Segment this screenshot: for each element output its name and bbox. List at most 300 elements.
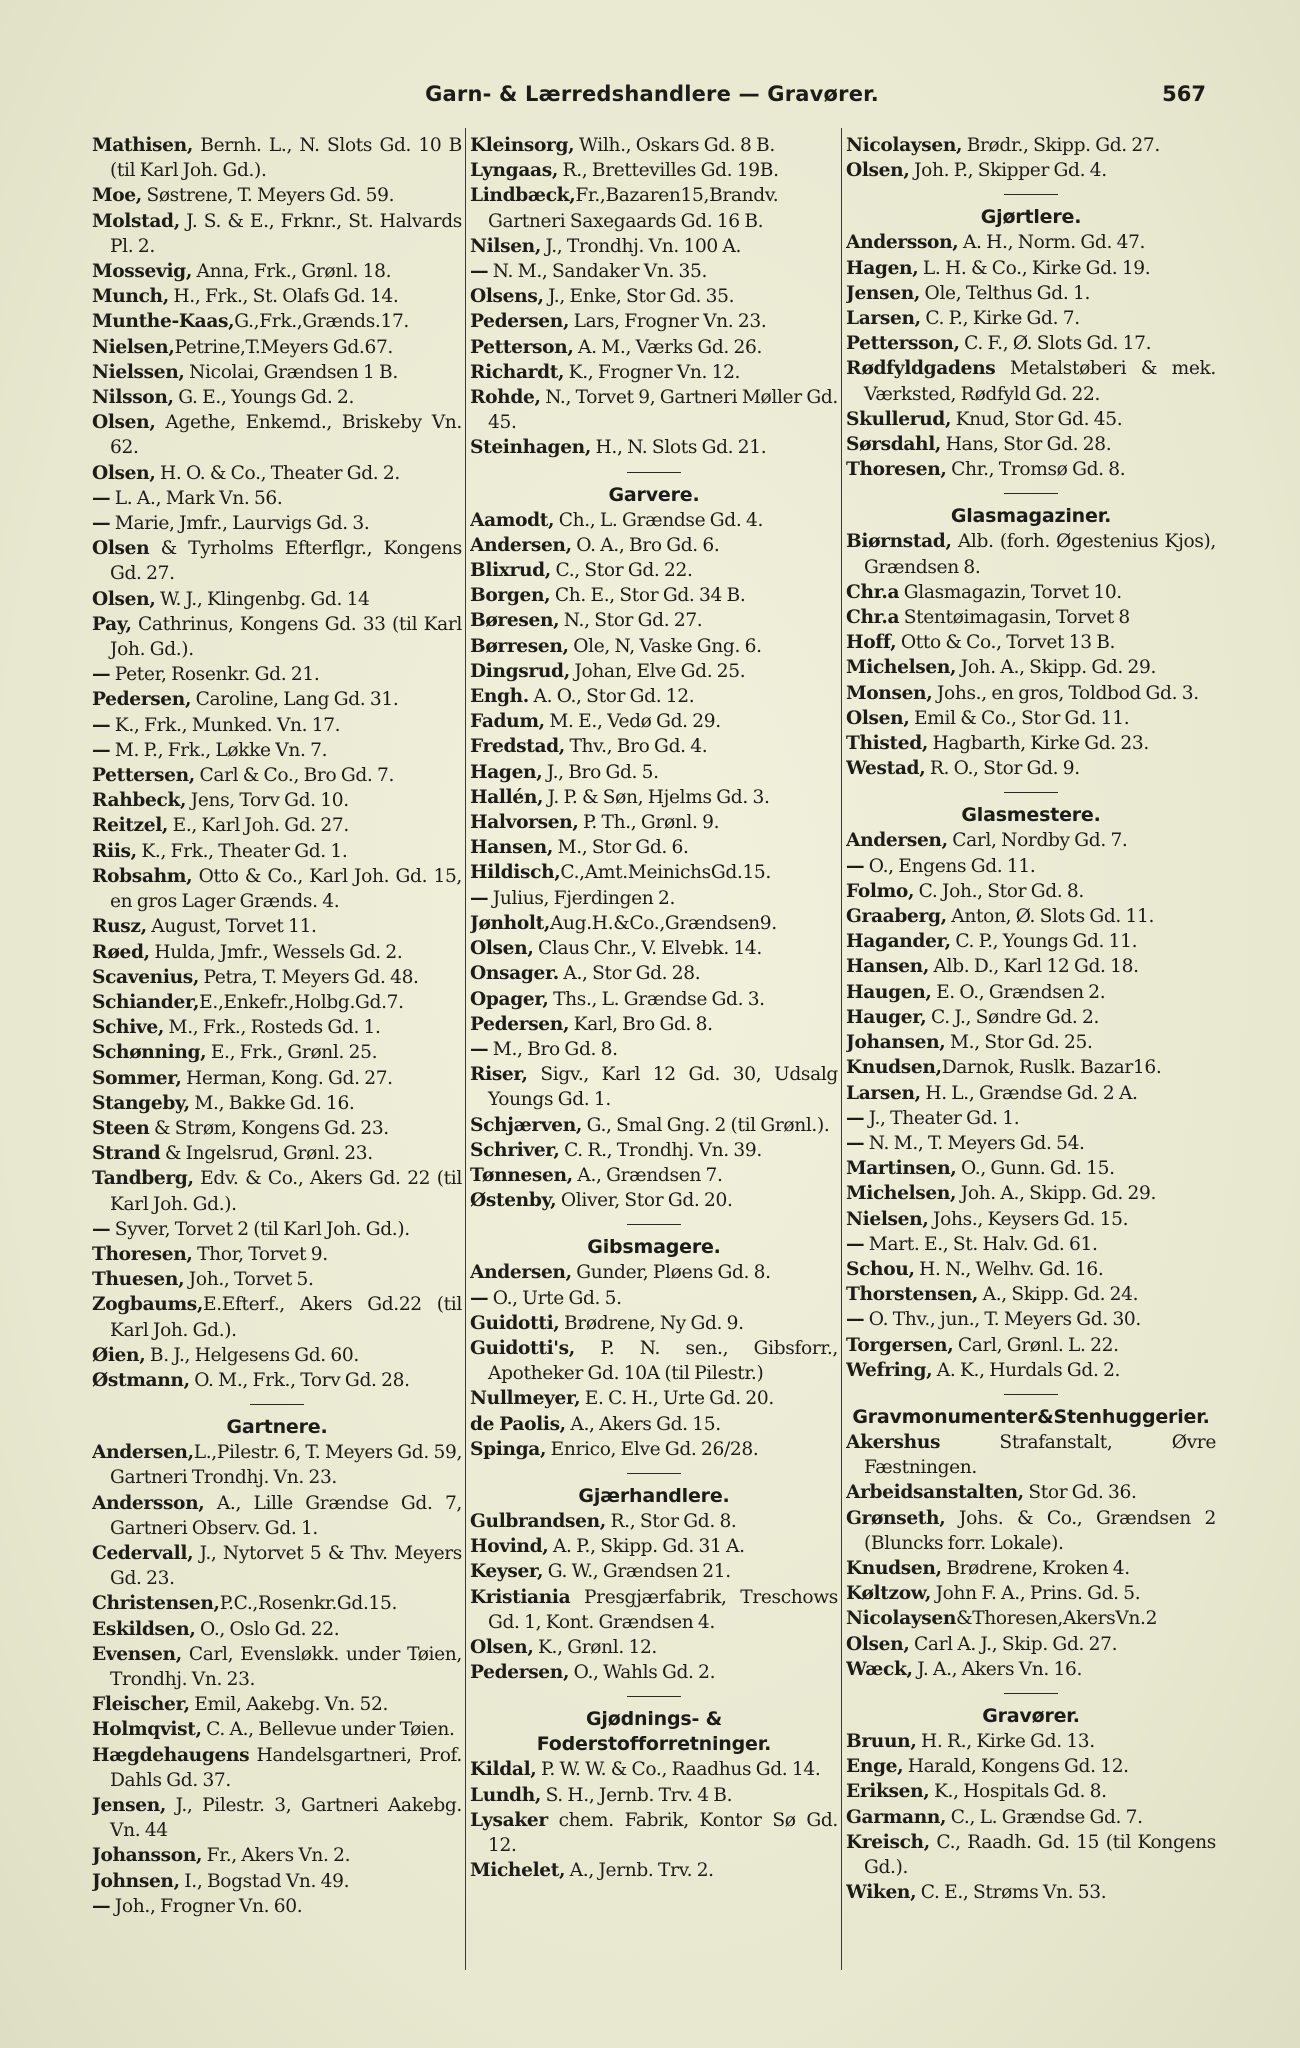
entry-details: R. O., Stor Gd. 9. bbox=[925, 758, 1080, 780]
directory-entry bbox=[470, 1062, 838, 1112]
entry-details: Carl, Nordby Gd. 7. bbox=[947, 830, 1128, 852]
directory-entry bbox=[92, 687, 462, 712]
entry-name: Hauger, bbox=[846, 1006, 927, 1028]
entry-details: C. R., Trondhj. Vn. 39. bbox=[559, 1139, 762, 1161]
directory-entry bbox=[92, 461, 462, 486]
directory-entry bbox=[470, 936, 838, 961]
entry-details: Syver, Torvet 2 (til Karl Joh. Gd.). bbox=[110, 1218, 410, 1240]
directory-entry bbox=[846, 980, 1216, 1005]
directory-entry bbox=[92, 1343, 462, 1368]
page-number: 567 bbox=[1162, 82, 1206, 106]
entry-details: A. M., Værks Gd. 26. bbox=[573, 336, 763, 358]
column-3 bbox=[846, 133, 1216, 2013]
entry-name: Hagen, bbox=[846, 257, 919, 279]
directory-entry bbox=[470, 1286, 838, 1311]
directory-entry bbox=[470, 1012, 838, 1037]
entry-name: Pedersen, bbox=[92, 689, 192, 711]
entry-details: Oliver, Stor Gd. 20. bbox=[556, 1190, 733, 1212]
entry-name: Biørnstad, bbox=[846, 531, 952, 553]
entry-name: Larsen, bbox=[846, 308, 921, 330]
directory-entry bbox=[92, 1116, 462, 1141]
directory-entry bbox=[846, 1030, 1216, 1055]
directory-entry bbox=[92, 1869, 462, 1894]
entry-name: Lyngaas, bbox=[470, 160, 558, 182]
directory-entry bbox=[846, 1729, 1216, 1754]
directory-entry bbox=[846, 133, 1216, 158]
directory-entry bbox=[92, 1793, 462, 1843]
entry-details: Ch. E., Stor Gd. 34 B. bbox=[550, 585, 746, 607]
entry-details: Alb. (forh. Øgestenius Kjos), Grændsen 8. bbox=[864, 531, 1216, 578]
directory-entry bbox=[92, 1242, 462, 1267]
directory-entry bbox=[846, 1181, 1216, 1206]
directory-entry bbox=[92, 1541, 462, 1591]
directory-entry bbox=[846, 1805, 1216, 1830]
entry-details: Johs. & Co., Grændsen 2 (Bluncks forr. Lokale). bbox=[864, 1507, 1216, 1554]
entry-name: Olsen, bbox=[92, 462, 156, 484]
entry-details: A. H., Norm. Gd. 47. bbox=[958, 232, 1146, 254]
directory-entry bbox=[846, 1307, 1216, 1332]
entry-details: Nicolai, Grændsen 1 B. bbox=[184, 361, 398, 383]
directory-entry bbox=[470, 284, 838, 309]
entry-name: Garmann, bbox=[846, 1806, 947, 1828]
entry-details: Stor Gd. 36. bbox=[1023, 1482, 1137, 1504]
entry-name: Dingsrud, bbox=[470, 660, 570, 682]
section-heading: Glasmestere. bbox=[961, 804, 1101, 827]
directory-entry bbox=[846, 256, 1216, 281]
entry-details: O., Oslo Gd. 22. bbox=[195, 1618, 340, 1640]
entry-details: M., Stor Gd. 25. bbox=[945, 1032, 1093, 1054]
entry-name: Olsen bbox=[92, 538, 150, 560]
directory-entry bbox=[846, 1333, 1216, 1358]
entry-details: Anton, Ø. Slots Gd. 11. bbox=[946, 906, 1155, 928]
entry-details: Aug.H.&Co.,Grændsen9. bbox=[549, 912, 777, 934]
entry-details: A., Stor Gd. 28. bbox=[558, 963, 701, 985]
entry-details: K., Hospitals Gd. 8. bbox=[929, 1781, 1107, 1803]
entry-name: — bbox=[470, 261, 489, 283]
directory-entry bbox=[92, 1894, 462, 1919]
directory-entry bbox=[470, 1757, 838, 1782]
directory-entry bbox=[846, 828, 1216, 853]
entry-name: Munch, bbox=[92, 286, 169, 308]
entry-name: Holmqvist, bbox=[92, 1719, 202, 1741]
entry-name: Wiken, bbox=[846, 1882, 917, 1904]
directory-entry bbox=[92, 713, 462, 738]
directory-entry bbox=[470, 533, 838, 558]
entry-name: Michelet, bbox=[470, 1860, 566, 1882]
directory-entry bbox=[92, 788, 462, 813]
entry-details: M., Stor Gd. 6. bbox=[552, 837, 689, 859]
entry-details: J. A., Akers Vn. 16. bbox=[912, 1658, 1083, 1680]
entry-name: Kreisch, bbox=[846, 1831, 930, 1853]
entry-details: E.Efterf., Akers Gd.22 (til Karl Joh. Gd.). bbox=[110, 1294, 462, 1341]
entry-name: Rødfyldgadens bbox=[846, 358, 996, 380]
entry-details: August, Torvet 11. bbox=[146, 916, 317, 938]
entry-name: Hovind, bbox=[470, 1536, 549, 1558]
directory-entry bbox=[92, 1040, 462, 1065]
entry-details: Brødr., Skipp. Gd. 27. bbox=[962, 135, 1160, 156]
section-divider bbox=[627, 1696, 681, 1697]
directory-entry bbox=[92, 914, 462, 939]
entry-name: Engh. bbox=[470, 686, 529, 708]
directory-entry bbox=[846, 854, 1216, 879]
entry-name: Thisted, bbox=[846, 733, 928, 755]
entry-details: C.,Amt.MeinichsGd.15. bbox=[560, 862, 771, 884]
directory-entry bbox=[846, 630, 1216, 655]
directory-entry bbox=[846, 731, 1216, 756]
entry-details: Stentøimagasin, Torvet 8 bbox=[899, 607, 1130, 629]
entry-name: Hagen, bbox=[470, 761, 543, 783]
directory-entry bbox=[846, 1606, 1216, 1631]
page-header bbox=[92, 82, 1212, 118]
entry-name: Jensen, bbox=[92, 1795, 166, 1816]
entry-name: Hildisch, bbox=[470, 862, 561, 884]
entry-details: O. A., Bro Gd. 6. bbox=[571, 534, 720, 556]
entry-details: L. H. & Co., Kirke Gd. 19. bbox=[918, 257, 1151, 279]
entry-details: O. M., Frk., Torv Gd. 28. bbox=[189, 1369, 410, 1391]
entry-name: Pedersen, bbox=[470, 1013, 570, 1035]
entry-name: Onsager. bbox=[470, 963, 559, 985]
entry-name: Guidotti, bbox=[470, 1312, 560, 1334]
entry-details: G., Smal Gng. 2 (til Grønl.). bbox=[582, 1114, 830, 1136]
entry-details: Edv. & Co., Akers Gd. 22 (til Karl Joh. Gd.). bbox=[110, 1168, 462, 1215]
entry-details: Joh. A., Skipp. Gd. 29. bbox=[956, 1183, 1157, 1205]
entry-details: Joh., Frogner Vn. 60. bbox=[110, 1895, 303, 1917]
entry-name: Stangeby, bbox=[92, 1092, 190, 1114]
entry-details: Carl & Co., Bro Gd. 7. bbox=[194, 765, 395, 787]
directory-entry bbox=[92, 839, 462, 864]
entry-details: Caroline, Lang Gd. 31. bbox=[191, 689, 399, 711]
entry-details: Julius, Fjerdingen 2. bbox=[488, 887, 676, 909]
directory-entry bbox=[470, 835, 838, 860]
entry-name: Thoresen, bbox=[92, 1243, 193, 1265]
directory-entry bbox=[846, 1005, 1216, 1030]
entry-details: G.,Frk.,Grænds.17. bbox=[234, 311, 409, 333]
entry-name: Andersen, bbox=[846, 830, 948, 852]
entry-details: C., Stor Gd. 22. bbox=[550, 560, 693, 582]
entry-name: Nicolaysen, bbox=[846, 135, 963, 156]
entry-name: Evensen, bbox=[92, 1643, 182, 1665]
entry-details: O., Gunn. Gd. 15. bbox=[956, 1158, 1115, 1180]
entry-name: Molstad, bbox=[92, 210, 180, 232]
entry-name: Andersen, bbox=[470, 1262, 572, 1284]
entry-details: O. Thv., jun., T. Meyers Gd. 30. bbox=[864, 1309, 1141, 1331]
entry-name: — bbox=[92, 487, 111, 509]
entry-details: K., Frk., Theater Gd. 1. bbox=[136, 840, 348, 862]
directory-entry bbox=[846, 655, 1216, 680]
entry-name: Arbeidsanstalten, bbox=[846, 1482, 1024, 1504]
entry-details: K., Grønl. 12. bbox=[533, 1636, 657, 1658]
entry-name: Chr.a bbox=[846, 607, 900, 629]
entry-name: Olsen, bbox=[470, 1636, 534, 1658]
entry-details: W. J., Klingenbg. Gd. 14 bbox=[155, 588, 370, 610]
entry-details: C., L. Grændse Gd. 7. bbox=[946, 1806, 1143, 1828]
entry-details: Enrico, Elve Gd. 26/28. bbox=[546, 1438, 759, 1460]
entry-name: Westad, bbox=[846, 758, 926, 780]
entry-details: Harald, Kongens Gd. 12. bbox=[903, 1756, 1129, 1778]
entry-details: K., Frk., Munked. Vn. 17. bbox=[110, 714, 341, 736]
directory-entry bbox=[846, 1581, 1216, 1606]
entry-details: Emil, Aakebg. Vn. 52. bbox=[189, 1694, 389, 1716]
entry-details: H. L., Grændse Gd. 2 A. bbox=[920, 1082, 1138, 1104]
entry-details: G. E., Youngs Gd. 2. bbox=[173, 387, 355, 409]
entry-name: Thoresen, bbox=[846, 459, 947, 481]
entry-name: — bbox=[92, 664, 111, 686]
entry-details: Joh., Torvet 5. bbox=[184, 1269, 314, 1291]
entry-name: Hoff, bbox=[846, 632, 897, 654]
column-1 bbox=[92, 133, 462, 2013]
directory-entry bbox=[846, 281, 1216, 306]
entry-name: Nielssen, bbox=[92, 361, 185, 383]
entry-details: C. A., Bellevue under Tøien. bbox=[201, 1719, 455, 1741]
entry-name: Steen bbox=[92, 1117, 150, 1139]
section-heading: Gravører. bbox=[982, 1704, 1080, 1727]
entry-name: Andersson, bbox=[846, 232, 959, 254]
directory-entry bbox=[846, 681, 1216, 706]
entry-details: M. P., Frk., Løkke Vn. 7. bbox=[110, 739, 328, 761]
section-heading: Garvere. bbox=[608, 483, 700, 506]
section-heading: Gjærhandlere. bbox=[578, 1484, 730, 1507]
section-heading: Gjødnings- & Foderstofforretninger. bbox=[536, 1708, 772, 1756]
directory-entry bbox=[846, 1106, 1216, 1131]
directory-entry bbox=[846, 1632, 1216, 1657]
entry-details: L.,Pilestr. 6, T. Meyers Gd. 59, Gartneri Trondhj. Vn. 23. bbox=[110, 1442, 462, 1489]
directory-entry bbox=[846, 756, 1216, 781]
entry-name: Nicolaysen bbox=[846, 1608, 957, 1630]
entry-details: J., Trondhj. Vn. 100 A. bbox=[540, 235, 742, 257]
entry-details: Metalstøberi & mek. Værksted, Rødfyld Gd. 22. bbox=[864, 358, 1216, 405]
entry-name: Borgen, bbox=[470, 585, 551, 607]
entry-details: Lars, Frogner Vn. 23. bbox=[569, 311, 767, 333]
directory-entry bbox=[846, 1282, 1216, 1307]
entry-details: Emil & Co., Stor Gd. 11. bbox=[909, 707, 1130, 729]
entry-name: Pedersen, bbox=[470, 311, 570, 333]
entry-details: R., Brettevilles Gd. 19B. bbox=[557, 160, 779, 182]
entry-details: P. N. sen., Gibsforr., Apotheker Gd. 10A (til Pilestr.) bbox=[488, 1337, 838, 1385]
entry-details: Hans, Stor Gd. 28. bbox=[941, 434, 1112, 456]
entry-details: Claus Chr., V. Elvebk. 14. bbox=[533, 938, 762, 960]
directory-entry bbox=[470, 659, 838, 684]
entry-name: Thuesen, bbox=[92, 1269, 185, 1291]
entry-details: Johs., Keysers Gd. 15. bbox=[928, 1208, 1129, 1230]
entry-name: Gulbrandsen, bbox=[470, 1510, 606, 1532]
entry-details: Ole, Telthus Gd. 1. bbox=[920, 282, 1091, 304]
entry-details: Thor, Torvet 9. bbox=[192, 1243, 328, 1265]
directory-entry bbox=[470, 583, 838, 608]
entry-details: Brødrene, Kroken 4. bbox=[941, 1557, 1130, 1579]
directory-entry bbox=[470, 911, 838, 936]
directory-entry bbox=[846, 306, 1216, 331]
entry-details: Bernh. L., N. Slots Gd. 10 B (til Karl Joh. Gd.). bbox=[110, 135, 462, 182]
entry-name: Lysaker bbox=[470, 1809, 548, 1831]
entry-details: P. W. W. & Co., Raadhus Gd. 14. bbox=[536, 1759, 821, 1781]
directory-entry bbox=[92, 360, 462, 385]
entry-name: Knudsen, bbox=[846, 1057, 942, 1079]
entry-details: O., Engens Gd. 11. bbox=[864, 855, 1036, 877]
entry-name: — bbox=[846, 855, 865, 877]
directory-entry bbox=[92, 763, 462, 788]
entry-details: M. E., Vedø Gd. 29. bbox=[544, 711, 721, 733]
directory-entry bbox=[846, 1081, 1216, 1106]
entry-name: Opager, bbox=[470, 988, 549, 1010]
directory-entry bbox=[470, 133, 838, 158]
entry-details: O., Urte Gd. 5. bbox=[488, 1287, 622, 1309]
entry-name: Johnsen, bbox=[92, 1870, 180, 1892]
directory-entry bbox=[846, 529, 1216, 579]
directory-entry bbox=[92, 309, 462, 334]
entry-name: Olsen, bbox=[846, 160, 910, 182]
directory-entry bbox=[92, 587, 462, 612]
directory-entry bbox=[92, 1843, 462, 1868]
directory-entry bbox=[470, 1858, 838, 1883]
entry-details: B. J., Helgesens Gd. 60. bbox=[145, 1344, 359, 1366]
entry-details: A. O., Stor Gd. 12. bbox=[528, 686, 695, 708]
entry-details: L. A., Mark Vn. 56. bbox=[110, 487, 283, 509]
entry-name: Bruun, bbox=[846, 1730, 917, 1752]
entry-details: I., Bogstad Vn. 49. bbox=[179, 1870, 350, 1892]
directory-entry bbox=[470, 1188, 838, 1213]
directory-entry bbox=[92, 133, 462, 183]
entry-name: Pettersen, bbox=[92, 765, 195, 787]
entry-details: Hagbarth, Kirke Gd. 23. bbox=[927, 733, 1149, 755]
entry-name: Eriksen, bbox=[846, 1781, 930, 1803]
section-heading: Gartnere. bbox=[226, 1416, 328, 1439]
entry-name: Mossevig, bbox=[92, 261, 192, 283]
entry-name: Røed, bbox=[92, 941, 150, 963]
entry-name: Nilsen, bbox=[470, 235, 541, 257]
directory-entry bbox=[92, 486, 462, 511]
directory-entry bbox=[846, 1657, 1216, 1682]
entry-name: Scavenius, bbox=[92, 966, 199, 988]
directory-entry bbox=[470, 335, 838, 360]
entry-details: M., Bro Gd. 8. bbox=[488, 1038, 618, 1060]
entry-name: Pay, bbox=[92, 613, 132, 635]
entry-name: Børesen, bbox=[470, 610, 560, 632]
entry-name: Jønholt, bbox=[470, 912, 550, 934]
entry-details: C. E., Strøms Vn. 53. bbox=[916, 1882, 1107, 1904]
column-divider bbox=[841, 128, 842, 1970]
entry-name: Nielsen, bbox=[92, 336, 175, 358]
directory-entry bbox=[92, 1591, 462, 1616]
entry-details: Cathrinus, Kongens Gd. 33 (til Karl Joh. Gd.). bbox=[110, 613, 462, 661]
entry-name: Børresen, bbox=[470, 635, 569, 657]
entry-details: C. F., Ø. Slots Gd. 17. bbox=[959, 333, 1152, 355]
entry-details: C., Raadh. Gd. 15 (til Kongens Gd.). bbox=[864, 1831, 1216, 1878]
entry-name: Østenby, bbox=[470, 1190, 557, 1212]
entry-details: M., Bakke Gd. 16. bbox=[189, 1092, 355, 1114]
entry-details: Joh. P., Skipper Gd. 4. bbox=[909, 160, 1107, 182]
entry-name: Tønnesen, bbox=[470, 1164, 573, 1186]
entry-name: Blixrud, bbox=[470, 560, 551, 582]
entry-name: Martinsen, bbox=[846, 1158, 957, 1180]
entry-details: A. K., Hurdals Gd. 2. bbox=[932, 1359, 1121, 1381]
entry-details: E., Frk., Grønl. 25. bbox=[206, 1042, 378, 1064]
directory-entry bbox=[470, 1534, 838, 1559]
section-divider bbox=[627, 1473, 681, 1474]
entry-details: J., Pilestr. 3, Gartneri Aakebg. Vn. 44 bbox=[110, 1795, 462, 1842]
directory-entry bbox=[92, 209, 462, 259]
entry-details: Søstrene, T. Meyers Gd. 59. bbox=[141, 185, 395, 207]
entry-name: Sørsdahl, bbox=[846, 434, 942, 456]
directory-entry bbox=[846, 1131, 1216, 1156]
entry-name: Fredstad, bbox=[470, 736, 565, 758]
directory-entry bbox=[470, 1635, 838, 1660]
entry-name: Andersson, bbox=[92, 1492, 205, 1514]
entry-details: C. P., Kirke Gd. 7. bbox=[920, 308, 1080, 330]
entry-name: Olsen, bbox=[470, 938, 534, 960]
directory-entry bbox=[470, 309, 838, 334]
entry-details: Fr.,Bazaren15,Brandv. Gartneri Saxegaards Gd. 16 B. bbox=[488, 185, 779, 232]
entry-name: — bbox=[92, 513, 111, 535]
entry-name: Enge, bbox=[846, 1756, 904, 1778]
directory-entry bbox=[92, 990, 462, 1015]
directory-entry bbox=[470, 810, 838, 835]
directory-entry bbox=[470, 183, 838, 233]
page-title: Garn- & Lærredshandlere — Gravører. bbox=[425, 82, 879, 106]
entry-details: Otto & Co., Karl Joh. Gd. 15, en gros Lager Grænds. 4. bbox=[110, 865, 462, 913]
directory-entry bbox=[846, 1506, 1216, 1556]
directory-entry bbox=[470, 259, 838, 284]
directory-entry bbox=[846, 1430, 1216, 1480]
entry-details: Glasmagazin, Torvet 10. bbox=[899, 581, 1122, 603]
directory-entry bbox=[92, 536, 462, 586]
entry-details: P.C.,Rosenkr.Gd.15. bbox=[219, 1593, 398, 1615]
entry-name: Hagander, bbox=[846, 931, 951, 953]
entry-details: Handelsgartneri, Prof. Dahls Gd. 37. bbox=[110, 1744, 462, 1791]
directory-entry bbox=[470, 1559, 838, 1584]
directory-entry bbox=[470, 1386, 838, 1411]
directory-entry bbox=[846, 1754, 1216, 1779]
entry-name: Knudsen, bbox=[846, 1557, 942, 1579]
entry-name: Kristiania bbox=[470, 1586, 571, 1608]
entry-name: Thorstensen, bbox=[846, 1284, 979, 1306]
entry-details: Gunder, Pløens Gd. 8. bbox=[571, 1262, 771, 1284]
entry-name: Nilsson, bbox=[92, 387, 174, 409]
entry-name: Andersen, bbox=[470, 534, 572, 556]
entry-details: Carl, Grønl. L. 22. bbox=[953, 1334, 1119, 1356]
entry-details: Joh. A., Skipp. Gd. 29. bbox=[956, 657, 1157, 679]
entry-details: C. J., Søndre Gd. 2. bbox=[926, 1006, 1100, 1028]
entry-name: Robsahm, bbox=[92, 865, 193, 887]
entry-details: &Thoresen,AkersVn.2 bbox=[956, 1608, 1158, 1630]
directory-entry bbox=[470, 1412, 838, 1437]
directory-entry bbox=[92, 284, 462, 309]
entry-details: Wilh., Oskars Gd. 8 B. bbox=[574, 135, 775, 156]
entry-details: Chr., Tromsø Gd. 8. bbox=[946, 459, 1126, 481]
directory-entry bbox=[92, 335, 462, 360]
section-heading: Gibsmagere. bbox=[587, 1236, 721, 1259]
directory-entry bbox=[92, 1491, 462, 1541]
directory-entry bbox=[846, 706, 1216, 731]
section-heading: Glasmagaziner. bbox=[950, 505, 1112, 528]
directory-entry bbox=[470, 1163, 838, 1188]
entry-name: Zogbaums, bbox=[92, 1294, 204, 1316]
directory-entry bbox=[470, 1808, 838, 1858]
directory-entry bbox=[92, 738, 462, 763]
entry-name: Eskildsen, bbox=[92, 1618, 196, 1640]
entry-details: O., Wahls Gd. 2. bbox=[569, 1662, 716, 1684]
directory-entry bbox=[470, 961, 838, 986]
entry-name: Keyser, bbox=[470, 1561, 544, 1583]
entry-name: Aamodt, bbox=[470, 509, 555, 531]
entry-details: Carl A. J., Skip. Gd. 27. bbox=[909, 1633, 1118, 1655]
entry-details: Anna, Frk., Grønl. 18. bbox=[191, 261, 392, 283]
section-divider bbox=[1004, 792, 1058, 793]
directory-entry bbox=[846, 904, 1216, 929]
directory-entry bbox=[92, 1015, 462, 1040]
directory-entry bbox=[92, 965, 462, 990]
entry-details: Ole, N, Vaske Gng. 6. bbox=[568, 635, 762, 657]
entry-details: E., Karl Joh. Gd. 27. bbox=[168, 815, 349, 837]
